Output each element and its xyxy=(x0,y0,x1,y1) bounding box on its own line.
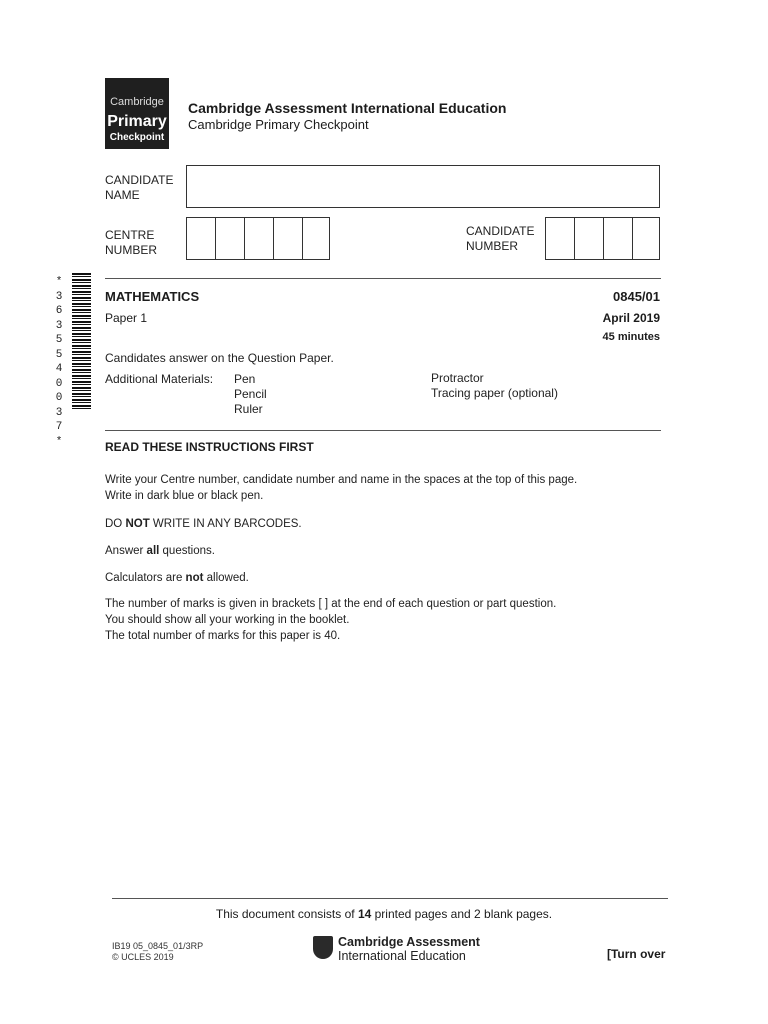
barcode-digit: 5 xyxy=(55,348,63,361)
barcode-digit: 7 xyxy=(55,421,63,433)
barcode-digit: 6 xyxy=(55,305,63,317)
barcode-digit: 3 xyxy=(55,290,63,303)
instruction-barcodes xyxy=(105,516,302,532)
document-reference xyxy=(112,941,203,963)
barcode-digits xyxy=(52,275,66,449)
instruction-text: Answer xyxy=(105,545,147,557)
centre-number-cell-divider xyxy=(244,218,245,259)
barcode-digit: 0 xyxy=(55,392,63,404)
centre-number-label xyxy=(105,228,157,258)
barcode-digit: 3 xyxy=(55,319,63,332)
candidate-number-label-line-2: NUMBER xyxy=(466,239,519,253)
barcode-digit: * xyxy=(55,435,63,448)
instructions-divider xyxy=(105,430,661,431)
centre-number-cell-divider xyxy=(273,218,274,259)
paper-code: 0845/01 xyxy=(613,289,660,304)
organisation-title: Cambridge Assessment International Education xyxy=(188,100,507,116)
logo-line-1: Cambridge xyxy=(110,96,164,108)
centre-number-label-line-2: NUMBER xyxy=(105,243,158,257)
programme-title: Cambridge Primary Checkpoint xyxy=(188,117,369,132)
materials-label: Additional Materials: xyxy=(105,372,214,386)
barcode-digit: * xyxy=(55,276,63,288)
materials-list-1 xyxy=(234,372,267,417)
footer-page-count: 14 xyxy=(357,907,372,921)
materials-list-2 xyxy=(431,371,558,401)
logo-line-3: Checkpoint xyxy=(109,132,165,143)
material-item: Protractor xyxy=(431,371,484,385)
instruction-emphasis: not xyxy=(185,572,204,584)
cambridge-primary-checkpoint-logo xyxy=(105,78,169,149)
candidate-number-label-line-1: CANDIDATE xyxy=(466,224,535,238)
candidate-number-cell-divider xyxy=(632,218,633,259)
instruction-text: questions. xyxy=(159,545,215,557)
candidate-name-label-line-1: CANDIDATE xyxy=(105,173,174,187)
instruction-answer-all xyxy=(105,543,215,559)
instruction-text: WRITE IN ANY BARCODES. xyxy=(149,518,302,530)
logo-text-line-2: International Education xyxy=(338,949,466,963)
candidate-name-label xyxy=(105,173,173,203)
instruction-text: Calculators are xyxy=(105,572,186,584)
instruction-emphasis: NOT xyxy=(125,518,150,530)
instruction-line: The number of marks is given in brackets [ ] at the end of each question or part question. xyxy=(105,598,557,610)
footer-divider xyxy=(112,898,668,899)
barcode-digit: 0 xyxy=(55,377,63,390)
answer-note: Candidates answer on the Question Paper. xyxy=(105,351,334,365)
centre-number-label-line-1: CENTRE xyxy=(105,228,155,242)
material-item: Pen xyxy=(234,372,256,386)
candidate-number-cell-divider xyxy=(603,218,604,259)
instruction-calculators xyxy=(105,570,249,586)
candidate-name-field[interactable] xyxy=(186,165,660,208)
centre-number-field[interactable] xyxy=(186,217,330,260)
instruction-emphasis: all xyxy=(146,545,160,557)
material-item: Tracing paper (optional) xyxy=(431,386,558,400)
page-count-note xyxy=(0,907,768,921)
subject-title: MATHEMATICS xyxy=(105,289,200,304)
instruction-text: allowed. xyxy=(203,572,249,584)
logo-text-line-1: Cambridge Assessment xyxy=(338,935,480,949)
instruction-line: You should show all your working in the booklet. xyxy=(105,614,350,626)
turn-over-label: [Turn over xyxy=(607,947,666,961)
barcode xyxy=(72,273,91,411)
cambridge-assessment-logo-text xyxy=(338,935,480,963)
barcode-digit: 3 xyxy=(55,406,63,419)
barcode-digit: 4 xyxy=(55,363,63,375)
instructions-block-marks xyxy=(105,596,556,644)
instruction-line: Write your Centre number, candidate number and name in the spaces at the top of this page. xyxy=(105,474,578,486)
centre-number-cell-divider xyxy=(215,218,216,259)
exam-date: April 2019 xyxy=(602,311,660,325)
footer-text: printed pages and 2 blank pages. xyxy=(371,907,553,921)
centre-number-cell-divider xyxy=(302,218,303,259)
material-item: Ruler xyxy=(234,402,263,416)
logo-line-2: Primary xyxy=(107,113,167,130)
top-divider xyxy=(105,278,661,279)
copyright: © UCLES 2019 xyxy=(112,952,174,962)
instruction-line: The total number of marks for this paper is 40. xyxy=(105,630,341,642)
candidate-name-label-line-2: NAME xyxy=(105,188,140,202)
instruction-text: DO xyxy=(105,518,126,530)
exam-duration: 45 minutes xyxy=(602,331,660,343)
material-item: Pencil xyxy=(234,387,267,401)
reference-code: IB19 05_0845_01/3RP xyxy=(112,941,204,951)
footer-text: This document consists of xyxy=(215,907,358,921)
paper-number: Paper 1 xyxy=(105,311,148,325)
cambridge-crest-icon xyxy=(313,936,333,959)
instructions-block-1 xyxy=(105,472,577,504)
candidate-number-cell-divider xyxy=(574,218,575,259)
barcode-digit: 5 xyxy=(55,334,63,346)
instruction-line: Write in dark blue or black pen. xyxy=(105,490,264,502)
candidate-number-field[interactable] xyxy=(545,217,660,260)
candidate-number-label xyxy=(466,224,534,254)
instructions-heading: READ THESE INSTRUCTIONS FIRST xyxy=(105,440,314,454)
